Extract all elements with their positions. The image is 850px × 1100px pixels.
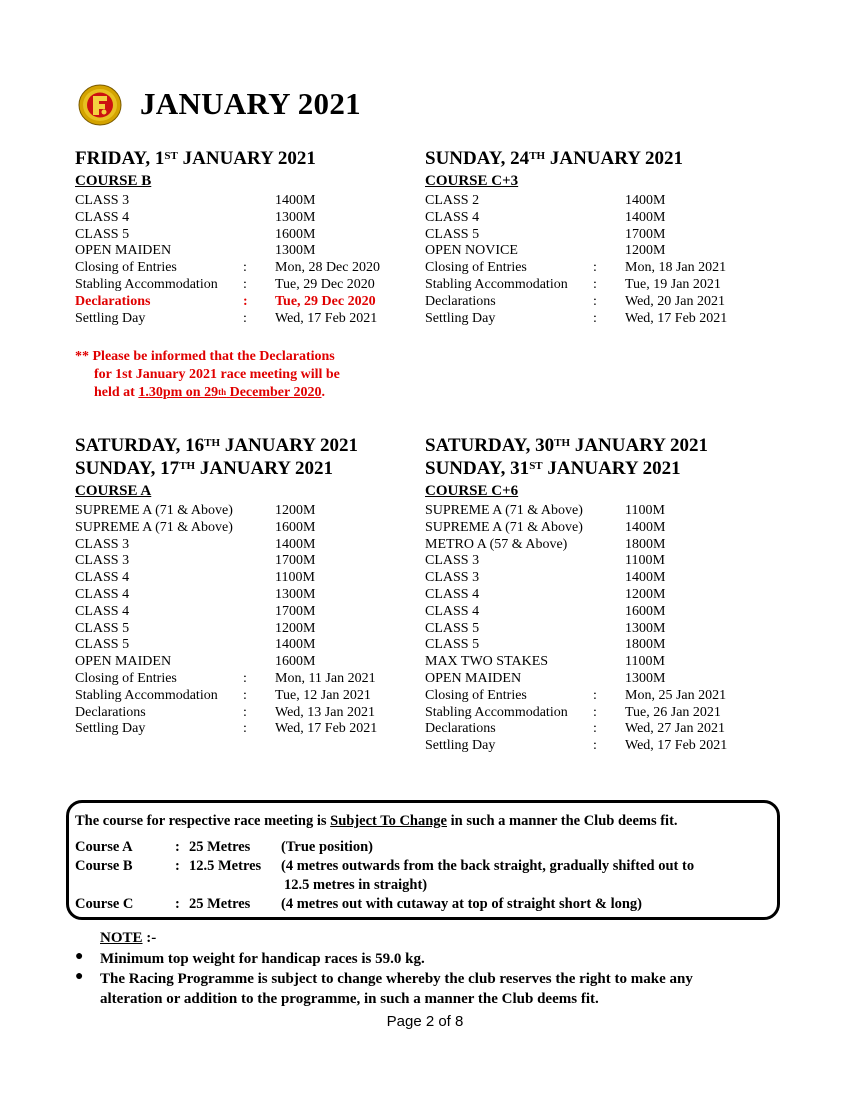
race-row	[425, 553, 770, 570]
race-row	[75, 621, 420, 638]
course-name: Course B	[75, 858, 133, 874]
race-value: 1400M	[275, 637, 316, 653]
race-value: Mon, 18 Jan 2021	[625, 260, 727, 276]
club-logo-icon	[78, 84, 122, 126]
race-value: 1400M	[625, 519, 666, 535]
race-label: OPEN MAIDEN	[75, 654, 172, 670]
race-label: Stabling Accommodation	[75, 687, 218, 703]
race-row	[75, 193, 415, 210]
race-label: CLASS 5	[75, 226, 130, 242]
course-box-intro: The course for respective race meeting is Subject To Change in such a manner the Club deems fit.	[75, 813, 678, 829]
race-row	[425, 260, 765, 277]
course-metres: 12.5 Metres	[189, 858, 262, 874]
section-heading: SATURDAY, 30TH JANUARY 2021	[425, 435, 709, 456]
course-name: Course C	[75, 896, 134, 912]
race-value: 1800M	[625, 637, 666, 653]
race-row	[425, 243, 765, 260]
race-row	[425, 721, 770, 738]
race-row	[75, 311, 415, 328]
race-label: Closing of Entries	[425, 687, 527, 703]
page-number: Page 2 of 8	[386, 1013, 464, 1030]
race-row	[425, 705, 770, 722]
race-value: 1300M	[625, 670, 666, 686]
race-value: Tue, 19 Jan 2021	[625, 276, 721, 292]
race-label: CLASS 2	[425, 193, 480, 208]
race-label: CLASS 3	[75, 193, 130, 208]
separator: :	[593, 704, 597, 720]
race-row	[425, 654, 770, 671]
race-label: Settling Day	[425, 310, 496, 326]
race-label: SUPREME A (71 & Above)	[425, 503, 583, 518]
race-row	[75, 537, 420, 554]
course-label: COURSE C+3	[425, 173, 519, 189]
race-label: Stabling Accommodation	[425, 704, 568, 720]
race-value: Mon, 28 Dec 2020	[275, 260, 380, 276]
course-info-box	[66, 800, 780, 920]
notice-line: ** Please be informed that the Declarations	[75, 349, 335, 364]
race-label: CLASS 4	[75, 209, 130, 225]
race-label: SUPREME A (71 & Above)	[425, 519, 583, 535]
race-row	[425, 210, 765, 227]
race-row	[75, 688, 420, 705]
race-value: Tue, 29 Dec 2020	[275, 276, 375, 292]
race-row	[75, 721, 420, 738]
race-row	[75, 553, 420, 570]
section-heading: SATURDAY, 16TH JANUARY 2021	[75, 435, 359, 456]
race-row	[75, 671, 420, 688]
race-row	[425, 570, 770, 587]
race-value: 1600M	[275, 226, 316, 242]
race-value: Wed, 17 Feb 2021	[275, 310, 378, 326]
race-value: Tue, 26 Jan 2021	[625, 704, 721, 720]
section-heading: SUNDAY, 17TH JANUARY 2021	[75, 458, 334, 479]
course-label: COURSE A	[75, 483, 152, 499]
bullet-icon: ●	[75, 969, 84, 984]
race-label: CLASS 4	[425, 209, 480, 225]
race-label: Closing of Entries	[75, 670, 177, 686]
race-row	[75, 604, 420, 621]
race-label: CLASS 4	[75, 603, 130, 619]
separator: :	[243, 293, 248, 309]
race-label: OPEN MAIDEN	[75, 243, 172, 259]
race-value: 1300M	[275, 586, 316, 602]
race-value: Tue, 12 Jan 2021	[275, 687, 371, 703]
race-row	[75, 637, 420, 654]
note-heading: NOTE :-	[100, 930, 157, 946]
race-label: Settling Day	[425, 738, 496, 754]
race-row	[75, 227, 415, 244]
race-value: 1700M	[275, 553, 316, 569]
notice-line: held at 1.30pm on 29th December 2020.	[94, 385, 325, 400]
separator: :	[243, 670, 247, 686]
notice-line: for 1st January 2021 race meeting will be	[94, 367, 340, 382]
separator: :	[593, 293, 597, 309]
race-row	[75, 260, 415, 277]
course-description: (4 metres outwards from the back straight, gradually shifted out to	[281, 858, 695, 874]
section-heading: FRIDAY, 1ST JANUARY 2021	[75, 148, 316, 169]
section-jan-1	[75, 147, 415, 327]
race-label: CLASS 5	[75, 637, 130, 653]
race-value: 1400M	[275, 193, 316, 208]
race-row	[425, 604, 770, 621]
race-label: Stabling Accommodation	[75, 276, 218, 292]
race-value: 1600M	[275, 654, 316, 670]
race-value: 1700M	[275, 603, 316, 619]
race-label: CLASS 3	[75, 553, 130, 569]
race-label: CLASS 4	[75, 570, 130, 586]
race-label: CLASS 5	[425, 620, 480, 636]
race-label: MAX TWO STAKES	[425, 654, 549, 670]
course-description: (True position)	[281, 839, 373, 855]
course-description: (4 metres out with cutaway at top of straight short & long)	[281, 896, 642, 912]
race-label: SUPREME A (71 & Above)	[75, 503, 233, 518]
separator: :	[243, 687, 247, 703]
separator: :	[243, 310, 247, 326]
race-row	[75, 654, 420, 671]
course-label: COURSE B	[75, 173, 152, 189]
separator: :	[593, 276, 597, 292]
note-item-continued: alteration or addition to the programme, in such a manner the Club deems fit.	[100, 991, 599, 1007]
section-jan-30-31	[425, 434, 770, 755]
race-label: CLASS 5	[425, 226, 480, 242]
race-label: CLASS 3	[75, 536, 130, 552]
race-value: 1300M	[625, 620, 666, 636]
race-value: 1400M	[625, 570, 666, 586]
race-label: METRO A (57 & Above)	[425, 536, 568, 552]
course-metres: 25 Metres	[189, 896, 251, 912]
course-name: Course A	[75, 839, 133, 855]
race-row	[425, 311, 765, 328]
course-description: 12.5 metres in straight)	[284, 877, 428, 893]
race-value: 1400M	[625, 209, 666, 225]
race-row	[425, 227, 765, 244]
race-label: Declarations	[75, 293, 151, 309]
separator: :	[243, 704, 247, 720]
race-label: OPEN MAIDEN	[425, 670, 522, 686]
race-row	[425, 688, 770, 705]
race-label: Settling Day	[75, 310, 146, 326]
separator: :	[243, 276, 247, 292]
race-value: 1600M	[625, 603, 666, 619]
race-value: 1200M	[275, 620, 316, 636]
race-value: 1800M	[625, 536, 666, 552]
separator: :	[175, 896, 180, 912]
race-label: CLASS 3	[425, 553, 480, 569]
separator: :	[593, 687, 597, 703]
race-label: Stabling Accommodation	[425, 276, 568, 292]
race-value: Wed, 17 Feb 2021	[625, 310, 728, 326]
note-list	[0, 949, 850, 1009]
race-label: CLASS 5	[75, 620, 130, 636]
race-value: Wed, 20 Jan 2021	[625, 293, 725, 309]
race-row	[425, 193, 765, 210]
race-row	[425, 587, 770, 604]
race-row	[75, 570, 420, 587]
race-row	[75, 520, 420, 537]
race-value: Mon, 11 Jan 2021	[275, 670, 376, 686]
note-item: ● The Racing Programme is subject to change whereby the club reserves the right to make any	[75, 969, 693, 987]
course-label: COURSE C+6	[425, 483, 519, 499]
race-label: Closing of Entries	[75, 260, 177, 276]
race-row	[425, 637, 770, 654]
section-jan-16-17	[75, 434, 420, 738]
race-row	[425, 277, 765, 294]
race-value: 1200M	[275, 503, 316, 518]
race-value: 1100M	[625, 654, 665, 670]
race-label: Declarations	[425, 721, 496, 737]
declarations-notice	[75, 348, 340, 402]
race-row	[425, 503, 770, 520]
race-row	[425, 294, 765, 311]
race-row	[425, 738, 770, 755]
race-row	[425, 671, 770, 688]
race-row	[75, 294, 415, 311]
race-value: 1400M	[275, 536, 316, 552]
race-label: Settling Day	[75, 721, 146, 737]
separator: :	[243, 721, 247, 737]
race-label: Declarations	[425, 293, 496, 309]
race-value: 1700M	[625, 226, 666, 242]
race-label: CLASS 4	[425, 603, 480, 619]
separator: :	[243, 260, 247, 276]
race-row	[75, 210, 415, 227]
race-row	[75, 277, 415, 294]
race-list	[425, 503, 770, 755]
race-label: Declarations	[75, 704, 146, 720]
race-row	[425, 621, 770, 638]
race-label: CLASS 4	[425, 586, 480, 602]
section-jan-24	[425, 147, 765, 327]
race-value: Tue, 29 Dec 2020	[275, 293, 376, 309]
race-value: 1300M	[275, 209, 316, 225]
race-value: 1300M	[275, 243, 316, 259]
race-label: OPEN NOVICE	[425, 243, 518, 259]
separator: :	[175, 839, 180, 855]
separator: :	[593, 738, 597, 754]
race-row	[425, 537, 770, 554]
section-heading: SUNDAY, 24TH JANUARY 2021	[425, 148, 684, 169]
note-item: ● Minimum top weight for handicap races is 59.0 kg.	[75, 949, 425, 967]
race-row	[75, 705, 420, 722]
race-row	[75, 503, 420, 520]
race-row	[75, 243, 415, 260]
race-label: CLASS 4	[75, 586, 130, 602]
race-list	[425, 193, 765, 327]
race-value: Wed, 27 Jan 2021	[625, 721, 725, 737]
race-value: 1100M	[625, 503, 665, 518]
separator: :	[593, 310, 597, 326]
race-label: Closing of Entries	[425, 260, 527, 276]
race-value: 1600M	[275, 519, 316, 535]
section-heading: SUNDAY, 31ST JANUARY 2021	[425, 458, 681, 479]
race-value: Wed, 17 Feb 2021	[275, 721, 378, 737]
race-value: Wed, 17 Feb 2021	[625, 738, 728, 754]
race-list	[75, 193, 415, 327]
race-row	[425, 520, 770, 537]
race-value: 1200M	[625, 243, 666, 259]
race-value: 1400M	[625, 193, 666, 208]
race-value: Mon, 25 Jan 2021	[625, 687, 727, 703]
race-row	[75, 587, 420, 604]
race-value: 1100M	[625, 553, 665, 569]
separator: :	[593, 721, 597, 737]
race-label: SUPREME A (71 & Above)	[75, 519, 233, 535]
race-value: 1100M	[275, 570, 315, 586]
race-value: Wed, 13 Jan 2021	[275, 704, 375, 720]
race-label: CLASS 5	[425, 637, 480, 653]
separator: :	[593, 260, 597, 276]
bullet-icon: ●	[75, 949, 84, 964]
race-label: CLASS 3	[425, 570, 480, 586]
race-value: 1200M	[625, 586, 666, 602]
page-title: JANUARY 2021	[140, 86, 361, 121]
course-metres: 25 Metres	[189, 839, 251, 855]
separator: :	[175, 858, 180, 874]
race-list	[75, 503, 420, 738]
